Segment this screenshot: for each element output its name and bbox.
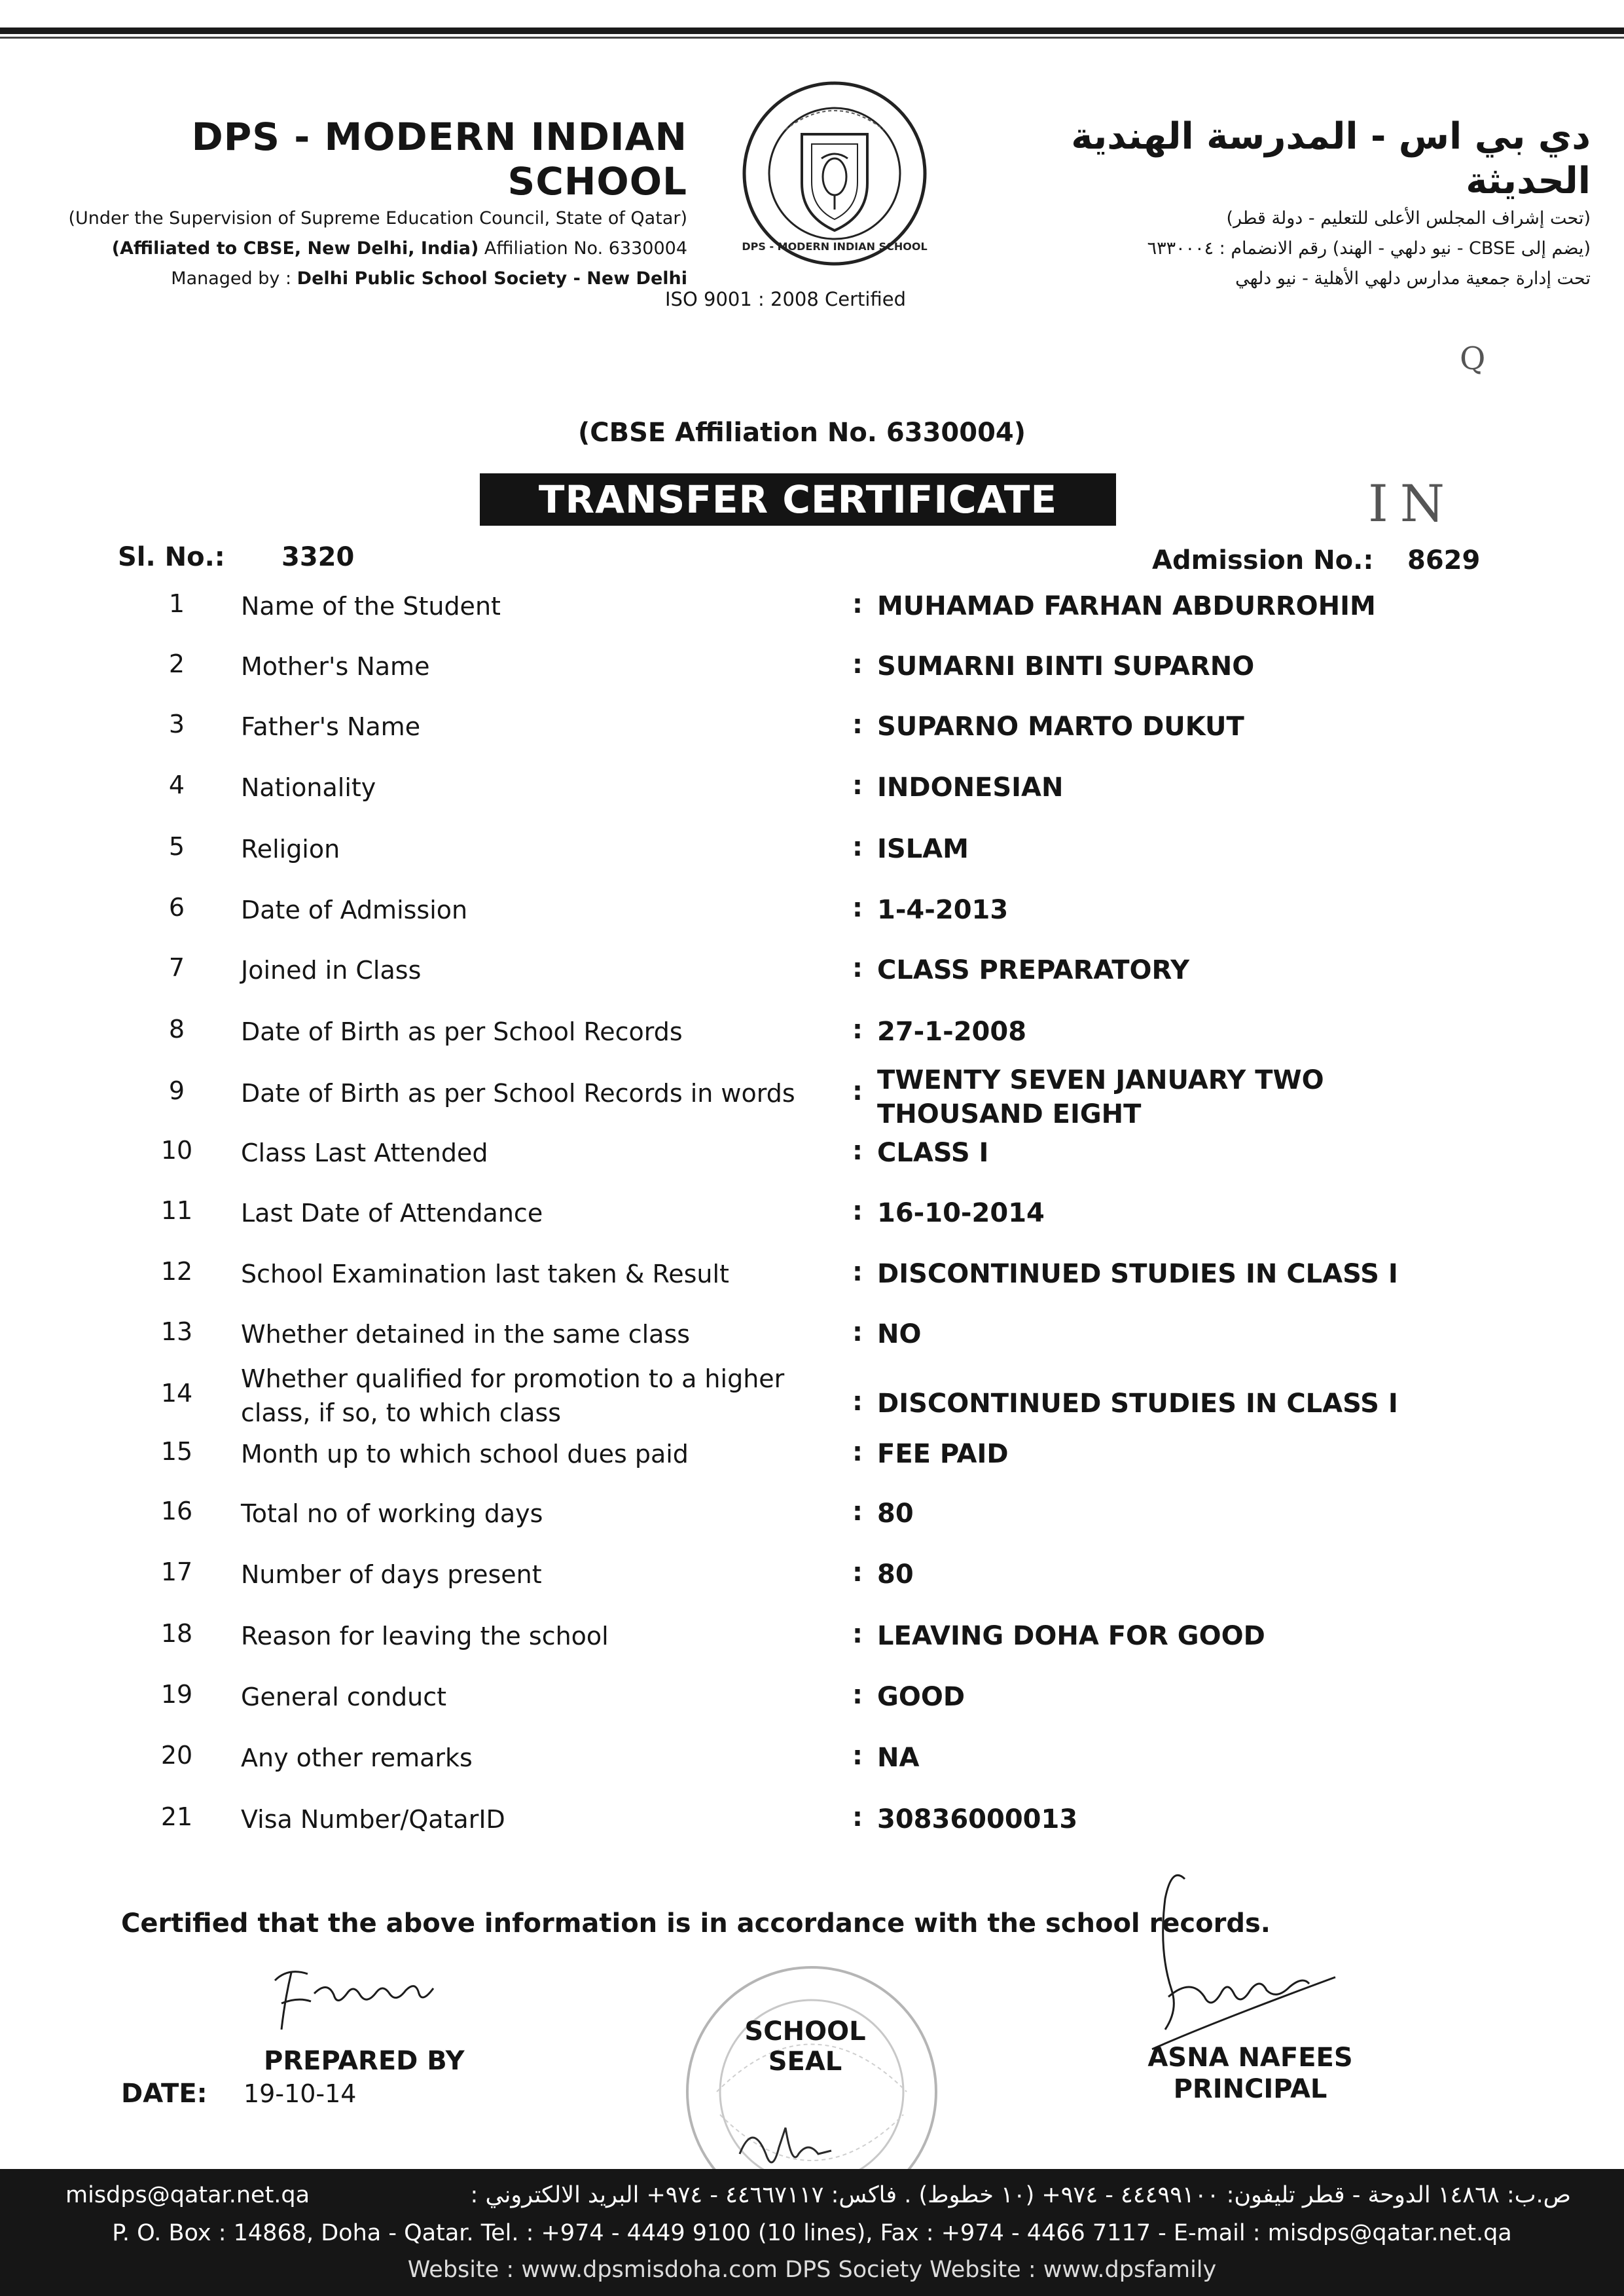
row-value: 16-10-2014 [877, 1198, 1045, 1228]
row-number: 9 [168, 1076, 185, 1105]
handwritten-in-mark: IN [1368, 475, 1457, 534]
row-value: MUHAMAD FARHAN ABDURROHIM [877, 591, 1376, 621]
date-label: DATE: [121, 2079, 208, 2109]
row-number: 18 [160, 1619, 193, 1648]
row-value: 27-1-2008 [877, 1017, 1027, 1047]
field-row [0, 589, 1624, 649]
row-label: Religion [241, 835, 340, 864]
row-value: SUPARNO MARTO DUKUT [877, 712, 1244, 742]
row-colon: : [852, 1015, 863, 1045]
serial-number: 3320 [281, 542, 355, 572]
managed-by: Delhi Public School Society - New Delhi [297, 268, 687, 289]
field-row [0, 1063, 1624, 1129]
row-label: Visa Number/QatarID [241, 1805, 505, 1834]
footer-website: Website : www.dpsmisdoha.com DPS Society Website : www.dpsfamily [407, 2257, 1217, 2283]
principal-title: PRINCIPAL [1173, 2074, 1327, 2104]
supervision-line: (Under the Supervision of Supreme Education Council, State of Qatar) [68, 208, 687, 228]
admission-number: 8629 [1407, 545, 1481, 575]
iso-certification: ISO 9001 : 2008 Certified [665, 288, 906, 310]
row-number: 5 [168, 832, 185, 861]
handwritten-corner-mark: Q [1460, 340, 1486, 377]
row-value: 80 [877, 1499, 914, 1529]
preparer-signature [262, 1954, 445, 2039]
field-row [0, 1257, 1624, 1317]
row-value: DISCONTINUED STUDIES IN CLASS I [877, 1389, 1398, 1419]
field-row [0, 953, 1624, 1013]
row-value: NO [877, 1319, 922, 1349]
row-colon: : [852, 1558, 863, 1588]
row-colon: : [852, 1196, 863, 1226]
row-value: LEAVING DOHA FOR GOOD [877, 1621, 1265, 1651]
row-value: NA [877, 1743, 920, 1773]
row-colon: : [852, 771, 863, 801]
row-value: FEE PAID [877, 1439, 1009, 1469]
row-number: 7 [168, 953, 185, 982]
row-colon: : [852, 1802, 863, 1832]
managed-line-arabic: تحت إدارة جمعية مدارس دلهي الأهلية - نيو دلهي [1235, 268, 1591, 289]
row-colon: : [852, 1317, 863, 1347]
row-value: 80 [877, 1559, 914, 1590]
row-label: Date of Admission [241, 896, 468, 924]
admission-number-label: Admission No.: [1152, 545, 1374, 575]
managed-label: Managed by : [171, 268, 292, 289]
school-seal-label: SCHOOL SEAL [744, 2016, 866, 2077]
row-colon: : [852, 1387, 863, 1417]
row-number: 2 [168, 649, 185, 678]
row-colon: : [852, 953, 863, 983]
issue-date: 19-10-14 [244, 2079, 357, 2108]
certificate-title: TRANSFER CERTIFICATE [480, 473, 1116, 526]
affiliation-number: Affiliation No. 6330004 [484, 238, 687, 259]
row-label: Date of Birth as per School Records in words [241, 1079, 795, 1108]
row-label: Class Last Attended [241, 1139, 488, 1167]
row-label: General conduct [241, 1683, 447, 1711]
principal-name: ASNA NAFEES [1147, 2043, 1353, 2073]
prepared-by-label: PREPARED BY [264, 2046, 465, 2076]
field-row [0, 1802, 1624, 1863]
footer-band [0, 2169, 1624, 2296]
row-label: Reason for leaving the school [241, 1622, 609, 1650]
row-label: Name of the Student [241, 592, 501, 621]
row-label: Last Date of Attendance [241, 1199, 543, 1228]
field-row [0, 1437, 1624, 1497]
field-row [0, 893, 1624, 953]
row-value: INDONESIAN [877, 773, 1064, 803]
footer-email: misdps@qatar.net.qa [65, 2182, 310, 2208]
row-value: SUMARNI BINTI SUPARNO [877, 651, 1255, 682]
row-value: 30836000013 [877, 1804, 1078, 1834]
row-number: 3 [168, 710, 185, 738]
field-row [0, 832, 1624, 892]
row-label: Whether qualified for promotion to a higher class, if so, to which class [241, 1364, 785, 1427]
row-colon: : [852, 1076, 863, 1106]
row-colon: : [852, 1437, 863, 1467]
row-colon: : [852, 893, 863, 923]
logo-text: DPS - MODERN INDIAN SCHOOL [742, 240, 928, 253]
top-rule [0, 27, 1624, 34]
row-value: CLASS I [877, 1138, 989, 1168]
affiliation-line [59, 234, 687, 264]
school-logo-icon [740, 79, 929, 268]
row-label: Number of days present [241, 1560, 542, 1589]
field-row [0, 1362, 1624, 1430]
school-name-arabic: دي بي اس - المدرسة الهندية الحديثة [1071, 115, 1591, 202]
supervision-line-arabic: (تحت إشراف المجلس الأعلى للتعليم - دولة قطر) [1226, 208, 1591, 228]
field-row [0, 1497, 1624, 1557]
school-header-arabic [969, 115, 1591, 294]
field-row [0, 1196, 1624, 1256]
row-number: 4 [168, 771, 185, 799]
field-row [0, 649, 1624, 710]
row-colon: : [852, 1497, 863, 1527]
footer-arabic-address: ص.ب: ١٤٨٦٨ الدوحة - قطر تليفون: ٤٤٤٩٩١٠٠ - ٩٧٤+ (١٠ خطوط) . فاكس: ٤٤٦٦٧١١٧ - ٩٧٤+ البريد الالكتروني : [470, 2182, 1571, 2208]
row-label: Total no of working days [241, 1499, 543, 1528]
row-value: GOOD [877, 1682, 965, 1712]
row-label: Any other remarks [241, 1743, 473, 1772]
row-colon: : [852, 589, 863, 619]
footer-address: P. O. Box : 14868, Doha - Qatar. Tel. : +974 - 4449 9100 (10 lines), Fax : +974 - 4466 7117 - E-mail : misdps@qatar.net.qa [112, 2220, 1512, 2246]
row-number: 14 [160, 1379, 193, 1408]
row-label: Joined in Class [241, 956, 422, 985]
row-label: Nationality [241, 773, 376, 802]
certification-statement: Certified that the above information is in accordance with the school records. [121, 1908, 1271, 1939]
row-colon: : [852, 1257, 863, 1287]
row-number: 19 [160, 1680, 193, 1709]
row-colon: : [852, 1619, 863, 1649]
row-colon: : [852, 832, 863, 862]
field-row [0, 771, 1624, 831]
school-header-english [59, 115, 687, 294]
row-number: 12 [160, 1257, 193, 1286]
row-number: 15 [160, 1437, 193, 1466]
serial-number-label: Sl. No.: [118, 542, 225, 572]
row-value: TWENTY SEVEN JANUARY TWO THOUSAND EIGHT [877, 1065, 1324, 1129]
row-number: 17 [160, 1558, 193, 1586]
row-colon: : [852, 710, 863, 740]
row-colon: : [852, 1741, 863, 1771]
row-number: 10 [160, 1136, 193, 1165]
row-value: 1-4-2013 [877, 895, 1009, 925]
principal-signature [1113, 1859, 1362, 2056]
row-label: Mother's Name [241, 652, 430, 681]
field-row [0, 1558, 1624, 1618]
row-value: DISCONTINUED STUDIES IN CLASS I [877, 1259, 1398, 1289]
row-colon: : [852, 1680, 863, 1710]
field-row [0, 710, 1624, 770]
row-number: 1 [168, 589, 185, 618]
row-label: Father's Name [241, 712, 421, 741]
row-label: School Examination last taken & Result [241, 1260, 729, 1288]
row-label: Whether detained in the same class [241, 1320, 691, 1349]
affiliation-line-arabic: (يضم إلى CBSE - نيو دلهي - الهند) رقم الانضمام : ٦٣٣٠٠٠٤ [1147, 238, 1591, 259]
row-colon: : [852, 1136, 863, 1166]
row-value: CLASS PREPARATORY [877, 955, 1190, 985]
field-row [0, 1680, 1624, 1740]
row-value: ISLAM [877, 834, 969, 864]
school-name: DPS - MODERN INDIAN SCHOOL [191, 115, 687, 204]
row-number: 21 [160, 1802, 193, 1831]
cbse-affiliation: (CBSE Affiliation No. 6330004) [577, 418, 1026, 448]
row-number: 20 [160, 1741, 193, 1770]
field-row [0, 1619, 1624, 1679]
row-number: 16 [160, 1497, 193, 1525]
footer-line-1 [65, 2182, 1571, 2208]
top-rule-thin [0, 37, 1624, 39]
row-number: 6 [168, 893, 185, 922]
row-label: Date of Birth as per School Records [241, 1017, 683, 1046]
row-number: 8 [168, 1015, 185, 1044]
managed-line [59, 264, 687, 294]
field-row [0, 1741, 1624, 1801]
row-number: 11 [160, 1196, 193, 1225]
row-number: 13 [160, 1317, 193, 1346]
affiliated-to: (Affiliated to CBSE, New Delhi, India) [111, 238, 479, 259]
row-colon: : [852, 649, 863, 680]
row-label: Month up to which school dues paid [241, 1440, 689, 1468]
field-row [0, 1136, 1624, 1196]
